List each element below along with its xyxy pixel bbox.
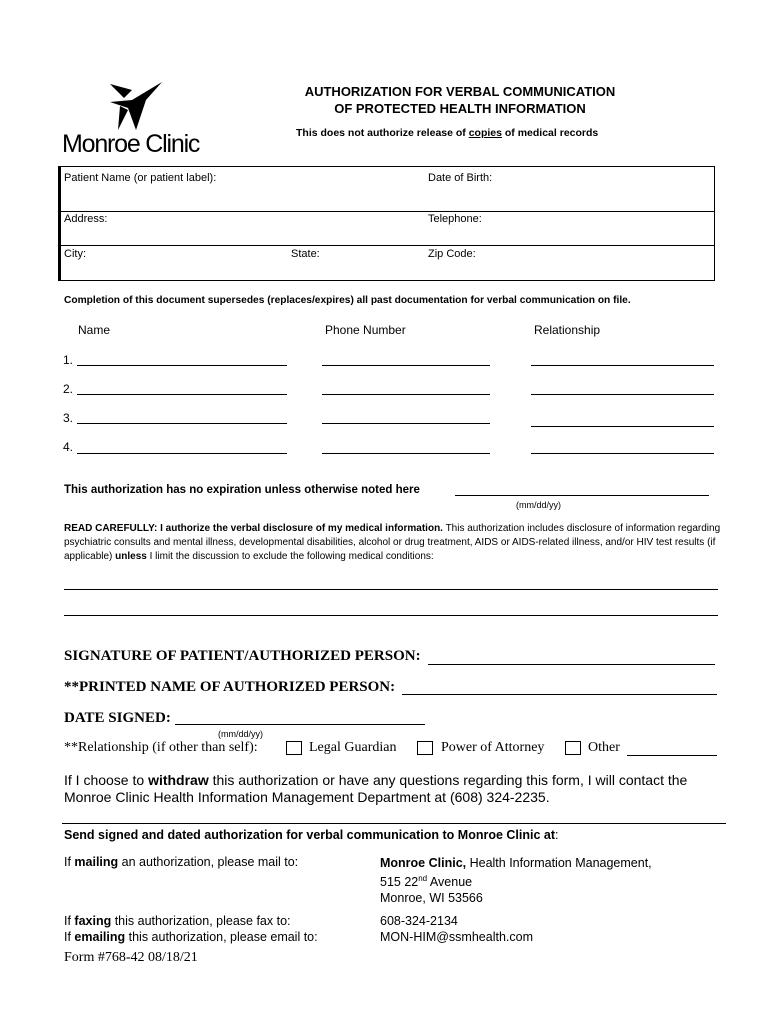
legal-guardian-label: Legal Guardian: [309, 740, 397, 755]
monroe-clinic-logo: [62, 80, 212, 160]
contact-relationship-field[interactable]: [531, 453, 714, 454]
signature-label: SIGNATURE OF PATIENT/AUTHORIZED PERSON:: [64, 648, 421, 664]
section-divider: [62, 823, 726, 824]
date-signed-field[interactable]: [175, 724, 425, 725]
contact-phone-field[interactable]: [322, 394, 490, 395]
expiration-label: This authorization has no expiration unless otherwise noted here: [64, 484, 420, 496]
contact-name-field[interactable]: [77, 423, 287, 424]
power-of-attorney-label: Power of Attorney: [441, 740, 545, 755]
form-number: Form #768-42 08/18/21: [64, 950, 198, 965]
power-of-attorney-checkbox[interactable]: [417, 741, 433, 755]
dob-label: Date of Birth:: [428, 172, 493, 184]
other-checkbox[interactable]: [565, 741, 581, 755]
excluded-conditions-line-2[interactable]: [64, 615, 718, 616]
send-heading: Send signed and dated authorization for verbal communication to Monroe Clinic at:: [64, 828, 559, 842]
row-number: 2.: [63, 382, 74, 396]
row-number: 4.: [63, 440, 74, 454]
contact-relationship-field[interactable]: [531, 426, 714, 427]
date-signed-hint: (mm/dd/yy): [218, 729, 263, 739]
state-label: State:: [291, 248, 320, 260]
contact-name-field[interactable]: [77, 365, 287, 366]
contact-name-field[interactable]: [77, 394, 287, 395]
zip-label: Zip Code:: [428, 248, 476, 260]
form-subtitle: This does not authorize release of copies of medical records: [296, 127, 599, 139]
column-phone: Phone Number: [325, 323, 406, 337]
patient-name-label: Patient Name (or patient label):: [64, 172, 217, 184]
relationship-label: **Relationship (if other than self):: [64, 740, 258, 755]
form-title-line2: OF PROTECTED HEALTH INFORMATION: [334, 101, 586, 116]
row-number: 1.: [63, 353, 74, 367]
supersedes-notice: Completion of this document supersedes (replaces/expires) all past documentation for verbal communication on file.: [64, 295, 631, 306]
email-instruction: If emailing this authorization, please email to:: [64, 930, 318, 944]
column-relationship: Relationship: [534, 323, 601, 337]
legal-guardian-checkbox[interactable]: [286, 741, 302, 755]
email-address: MON-HIM@ssmhealth.com: [380, 930, 533, 944]
contact-phone-field[interactable]: [322, 423, 490, 424]
contact-phone-field[interactable]: [322, 365, 490, 366]
withdraw-paragraph: If I choose to withdraw this authorization or have any questions regarding this form, I will contact the Monroe Clinic Health Information Management Department at (608) 324-2235.: [64, 772, 688, 805]
read-carefully-paragraph: READ CAREFULLY: I authorize the verbal disclosure of my medical information. This authorization includes disclosure of information regarding psychiatric consults and mental illness, developmental disabilities, alcohol or drug treatment, AIDS or AIDS-related illness, and/or HIV test results (if applicable) unless I limit the discussion to exclude the following medical conditions:: [64, 523, 721, 562]
contact-relationship-field[interactable]: [531, 394, 714, 395]
excluded-conditions-line-1[interactable]: [64, 589, 718, 590]
column-name: Name: [78, 323, 111, 337]
fax-number: 608-324-2134: [380, 914, 458, 928]
expiration-date-hint: (mm/dd/yy): [516, 500, 561, 510]
mailing-address: Monroe Clinic, Health Information Management, 515 22nd Avenue Monroe, WI 53566: [380, 856, 652, 906]
telephone-label: Telephone:: [428, 213, 482, 225]
signature-field[interactable]: [428, 664, 715, 665]
contact-phone-field[interactable]: [322, 453, 490, 454]
address-label: Address:: [64, 213, 108, 225]
form-title-line1: AUTHORIZATION FOR VERBAL COMMUNICATION: [304, 84, 616, 99]
mailing-instruction: If mailing an authorization, please mail to:: [64, 855, 299, 869]
printed-name-label: **PRINTED NAME OF AUTHORIZED PERSON:: [64, 679, 396, 695]
date-signed-label: DATE SIGNED:: [64, 710, 171, 726]
logo-mark-icon: [106, 80, 166, 136]
contact-name-field[interactable]: [77, 453, 287, 454]
other-label: Other: [588, 740, 620, 755]
printed-name-field[interactable]: [402, 694, 717, 695]
row-number: 3.: [63, 411, 74, 425]
other-relationship-field[interactable]: [627, 755, 717, 756]
fax-instruction: If faxing this authorization, please fax to:: [64, 914, 291, 928]
city-label: City:: [64, 248, 86, 260]
expiration-date-field[interactable]: [455, 495, 709, 496]
contact-relationship-field[interactable]: [531, 365, 714, 366]
logo-text: Monroe Clinic: [62, 130, 200, 158]
